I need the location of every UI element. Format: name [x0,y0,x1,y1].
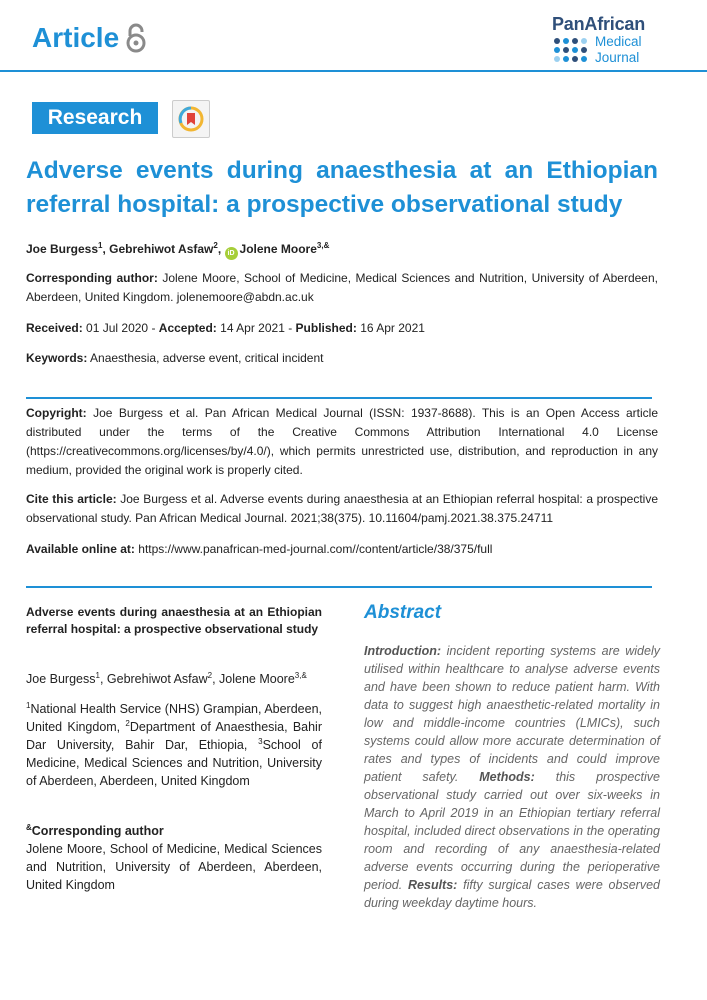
left-column-title: Adverse events during anaesthesia at an Ethiopian referral hospital: a prospective observational study [26,605,322,636]
corr-sup: & [26,822,32,832]
orcid-icon[interactable]: iD [225,247,238,260]
affil-sup: 1 [95,670,100,680]
crossmark-icon[interactable] [172,100,210,138]
corresponding-label: Corresponding author: [26,271,158,285]
corresponding-address: Jolene Moore, School of Medicine, Medical Sciences and Nutrition, University of Aberdeen, Aberdeen, United Kingdom [26,842,322,892]
affil-sup: 3,& [316,241,330,250]
corr-heading-text: Corresponding author [31,824,164,838]
section-divider [26,397,652,399]
open-access-lock-icon [125,23,147,53]
article-text: Article [32,22,120,53]
affil-sup: 1 [26,700,31,710]
logo-line1: PanAfrican [552,14,646,34]
available-online [26,540,658,559]
logo-line2: Medical [595,34,642,49]
corresponding-text: Jolene Moore, School of Medicine, Medical Sciences and Nutrition, University of Aberdeen, Aberdeen, United Kingdom. jolenemoore@abdn.ac.uk [26,271,658,304]
affil-sup: 2 [125,718,130,728]
author-name: Gebrehiwot Asfaw [106,672,208,686]
affil-sup: 1 [98,241,103,250]
author-name: Joe Burgess [26,672,96,686]
journal-logo[interactable] [552,14,692,66]
received-date: 01 Jul 2020 [86,321,149,335]
intro-label: Introduction: [364,644,442,658]
corresponding-author [26,269,658,307]
abstract-heading: Abstract [364,602,442,623]
copyright-text: Joe Burgess et al. Pan African Medical Journal (ISSN: 1937-8688). This is an Open Access article distributed under the terms of the Creative Commons Attribution International 4.0 License (https://creativecommons.org/licenses/by/4.0/), which permits unrestricted use, distribution, and reproduction in any medium, provided the original work is properly cited. [26,406,658,477]
research-badge: Research [32,102,158,134]
online-url-link[interactable]: https://www.panafrican-med-journal.com//content/article/38/375/full [138,542,493,556]
author-name: Jolene Moore [219,672,295,686]
keywords [26,349,658,368]
keywords-text: Anaesthesia, adverse event, critical incident [90,351,324,365]
affiliation-text: Department of Anaesthesia, Bahir Dar University, Bahir Dar, Ethiopia, [26,720,322,752]
author-name[interactable]: Joe Burgess [26,242,99,256]
author-list: Joe Burgess$^1$, Gebrehiwot Asfaw$^2$, iD Jolene Moore$^{3,\&}$ [26,240,658,260]
affil-sup: 3 [258,736,263,746]
article-dates: Received: 01 Jul 2020 - Accepted: 14 Apr 2021 - Published: 16 Apr 2021 [26,321,425,335]
accepted-date: 14 Apr 2021 [220,321,285,335]
methods-text: this prospective observational study carried out over six-weeks in March to April 2019 in an Ethiopian tertiary referral hospital, included direct observations in the operating room and recording of any anaesthesia-related adverse events occurring during the perioperative period. [364,770,660,892]
affil-sup: 2 [207,670,213,680]
cite-text: Joe Burgess et al. Adverse events during anaesthesia at an Ethiopian referral hospital: a prospective observational study. Pan African Medical Journal. 2021;38(375). 10.11604/pamj.2021.38.375.24711 [26,492,658,525]
affil-sup: 3,& [294,670,307,680]
copyright [26,404,658,480]
article-title: Adverse events during anaesthesia at an Ethiopian referral hospital: a prospective observational study [26,157,658,218]
published-date: 16 Apr 2021 [360,321,425,335]
logo-dots-icon [554,38,590,66]
results-label: Results: [408,878,458,892]
author-name[interactable]: Gebrehiwot Asfaw [109,242,214,256]
copyright-label: Copyright: [26,406,87,420]
logo-line3: Journal [595,50,640,65]
intro-text: incident reporting systems are widely utilised within healthcare to analyse adverse events and have been shown to reduce patient harm. With data to suggest high anaesthetic-related mortality in low and middle-income countries (LMICs), such systems could allow more accurate determination of rates and types of incidents and could improve patient safety. [364,644,660,784]
affil-sup: 2 [213,241,218,250]
keywords-label: Keywords: [26,351,88,365]
affiliations [26,700,322,790]
abstract-body [364,642,660,912]
affiliation-text: National Health Service (NHS) Grampian, Aberdeen, United Kingdom, [26,702,322,734]
online-label: Available online at: [26,542,135,556]
cite-label: Cite this article: [26,492,117,506]
received-label: Received: [26,321,83,335]
author-name[interactable]: Jolene Moore [239,242,317,256]
corresponding-heading [26,822,322,840]
results-text: fifty surgical cases were observed during weekday daytime hours. [364,878,660,910]
left-column-authors: Joe Burgess$^1$, Gebrehiwot Asfaw$^2$, Jolene Moore$^{3,\&}$ [26,670,307,686]
header-divider [0,70,707,72]
methods-label: Methods: [479,770,535,784]
affiliation-text: School of Medicine, Medical Sciences and Nutrition, University of Aberdeen, Aberdeen, United Kingdom [26,738,322,788]
section-divider [26,586,652,588]
article-label [32,22,147,54]
published-label: Published: [295,321,357,335]
accepted-label: Accepted: [158,321,217,335]
cite-this-article [26,490,658,528]
